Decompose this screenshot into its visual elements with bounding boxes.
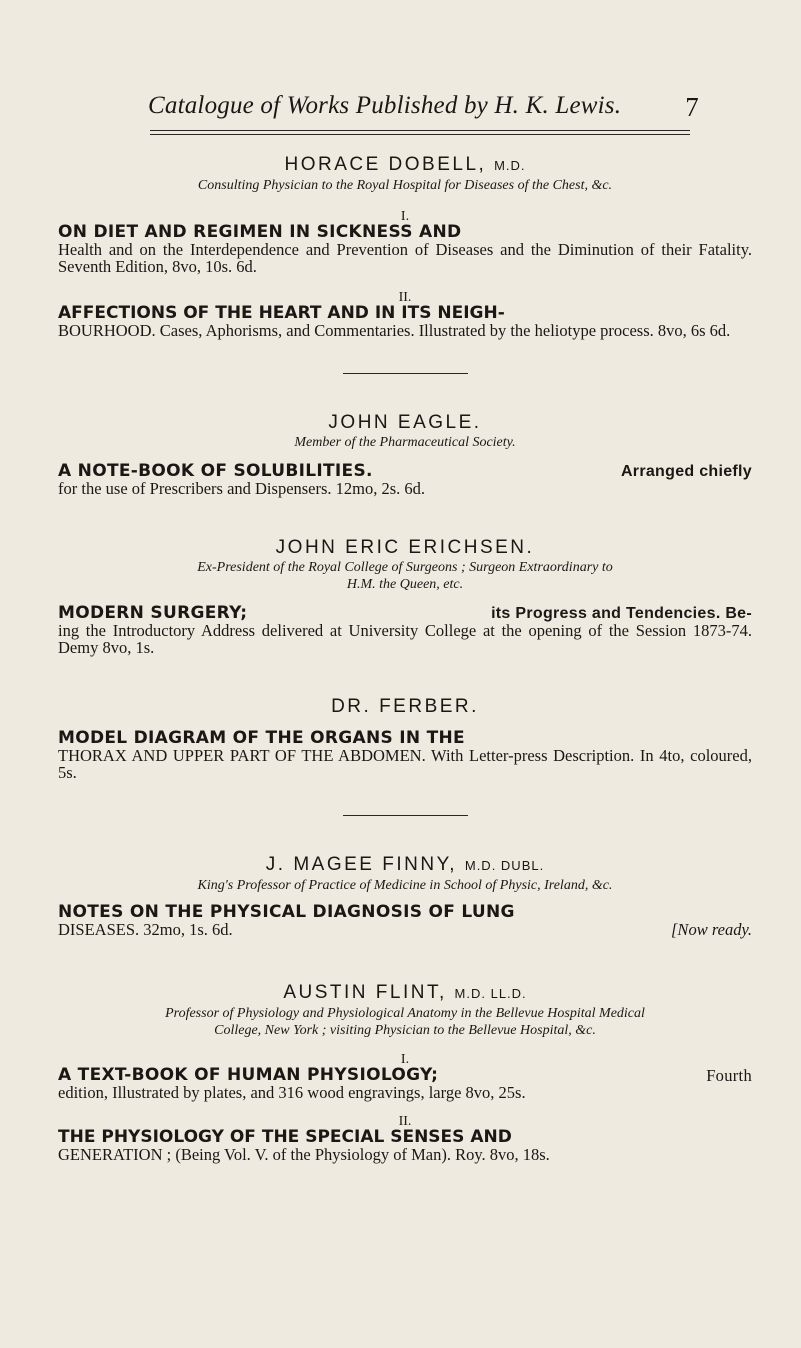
work-title: NOTES ON THE PHYSICAL DIAGNOSIS OF LUNG <box>58 902 515 922</box>
work-description: GENERATION ; (Being Vol. V. of the Physiology of Man). Roy. 8vo, 18s. <box>58 1145 550 1164</box>
work-entry <box>58 224 752 275</box>
work-title: THE PHYSIOLOGY OF THE SPECIAL SENSES AND <box>58 1127 512 1147</box>
work-description: DISEASES. 32mo, 1s. 6d. <box>58 920 233 939</box>
work-title: A TEXT-BOOK OF HUMAN PHYSIOLOGY; <box>58 1065 439 1085</box>
work-description: edition, Illustrated by plates, and 316 wood engravings, large 8vo, 25s. <box>58 1083 526 1102</box>
author-description-line-2: College, New York ; visiting Physician to the Bellevue Hospital, &c. <box>214 1023 596 1038</box>
work-title: AFFECTIONS OF THE HEART AND IN ITS NEIGH- <box>58 303 505 323</box>
author-section-ferber <box>58 696 752 781</box>
work-title: A NOTE-BOOK OF SOLUBILITIES. <box>58 461 373 481</box>
author-section-eagle <box>58 412 752 497</box>
author-name: HORACE DOBELL, M.D. <box>284 154 526 175</box>
work-description: BOURHOOD. Cases, Aphorisms, and Commentaries. Illustrated by the heliotype process. 8vo, 6s 6d. <box>58 321 731 340</box>
author-description-line-2: H.M. the Queen, etc. <box>346 577 464 592</box>
work-numeral: II. <box>398 1114 412 1129</box>
work-description: Health and on the Interdependence and Prevention of Diseases and the Diminution of their Fatality. Seventh Edition, 8vo, 10s. 6d. <box>58 240 752 276</box>
work-entry <box>58 305 752 339</box>
author-description-line-1: Professor of Physiology and Physiological Anatomy in the Bellevue Hospital Medical <box>165 1006 645 1021</box>
author-name: DR. FERBER. <box>331 696 479 717</box>
work-numeral: I. <box>400 209 410 224</box>
running-head <box>148 92 699 122</box>
author-description: Member of the Pharmaceutical Society. <box>294 435 516 450</box>
work-title-tail: Fourth <box>706 1066 752 1085</box>
author-description-line-1: Ex-President of the Royal College of Surgeons ; Surgeon Extraordinary to <box>197 560 613 575</box>
section-divider <box>343 373 468 374</box>
running-title: Catalogue of Works Published by H. K. Lewis. <box>148 92 622 119</box>
work-description: ing the Introductory Address delivered at University College at the opening of the Session 1873-74. Demy 8vo, 1s. <box>58 621 752 657</box>
author-name: AUSTIN FLINT, M.D. LL.D. <box>283 982 527 1003</box>
author-description: King's Professor of Practice of Medicine in School of Physic, Ireland, &c. <box>197 878 613 893</box>
work-entry <box>58 1067 752 1101</box>
author-section-finny <box>58 854 752 938</box>
work-entry <box>58 463 752 497</box>
header-rule-bottom <box>150 134 690 135</box>
work-description: THORAX AND UPPER PART OF THE ABDOMEN. With Letter-press Description. In 4to, coloured, 5s. <box>58 746 752 782</box>
work-description: for the use of Prescribers and Dispensers. 12mo, 2s. 6d. <box>58 479 426 498</box>
work-numeral: II. <box>398 290 412 305</box>
author-name: JOHN ERIC ERICHSEN. <box>275 537 535 558</box>
work-title-tail: its Progress and Tendencies. Be- <box>491 605 752 622</box>
header-rule-top <box>150 130 690 131</box>
work-title: MODERN SURGERY; <box>58 603 248 623</box>
author-section-flint <box>58 982 752 1163</box>
availability-note: [Now ready. <box>671 920 752 939</box>
author-description: Consulting Physician to the Royal Hospital for Diseases of the Chest, &c. <box>197 178 613 193</box>
author-name: JOHN EAGLE. <box>328 412 482 433</box>
work-title-tail: Arranged chiefly <box>620 463 752 480</box>
author-section-erichsen <box>58 537 752 656</box>
work-entry <box>58 605 752 656</box>
work-entry <box>58 904 752 938</box>
page-number: 7 <box>685 92 699 122</box>
section-divider <box>343 815 468 816</box>
author-section-dobell <box>58 154 752 339</box>
work-entry <box>58 1129 752 1163</box>
work-title: MODEL DIAGRAM OF THE ORGANS IN THE <box>58 728 465 748</box>
work-entry <box>58 730 752 781</box>
work-numeral: I. <box>400 1052 410 1067</box>
author-name: J. MAGEE FINNY, M.D. DUBL. <box>265 854 545 875</box>
work-title: ON DIET AND REGIMEN IN SICKNESS AND <box>58 222 462 242</box>
catalogue-content <box>58 154 752 1163</box>
